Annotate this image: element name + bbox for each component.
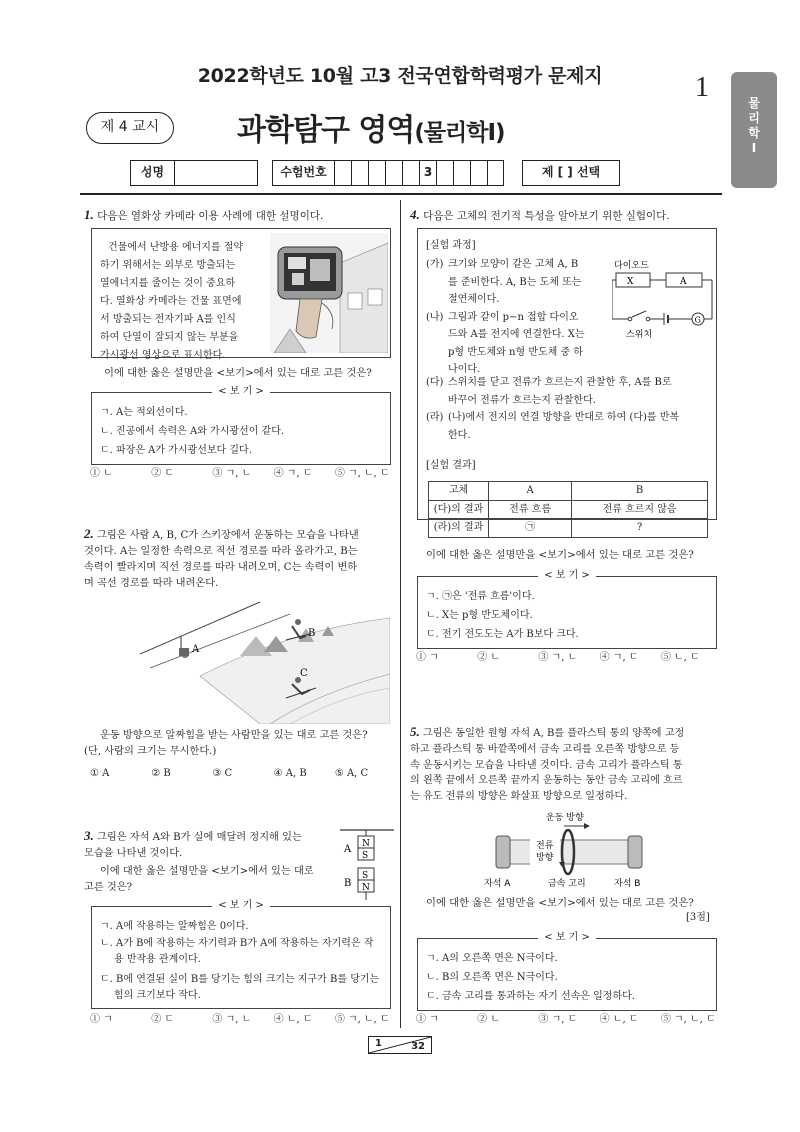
choice-3[interactable]: ③ ㄱ, ㄷ xyxy=(538,1014,578,1025)
q5-bogi-box: < 보 기 > ㄱ. A의 오른쪽 면은 N극이다. ㄴ. B의 오른쪽 면은 N극이다. ㄷ. 금속 고리를 통과하는 자기 선속은 일정하다. xyxy=(417,938,717,1011)
choice-1[interactable]: ① ㄱ xyxy=(90,1014,113,1025)
ring-label: 금속 고리 xyxy=(548,879,586,889)
choice-4[interactable]: ④ A, B xyxy=(273,768,307,779)
choice-2[interactable]: ② ㄷ xyxy=(151,1014,175,1025)
choice-4[interactable]: ④ ㄴ, ㄷ xyxy=(599,1014,639,1025)
svg-text:전류: 전류 xyxy=(536,841,554,851)
choice-1[interactable]: ① A xyxy=(90,768,110,779)
q4-question: 이에 대한 옳은 설명만을 <보기>에서 있는 대로 고른 것은? xyxy=(426,549,694,561)
choice-2[interactable]: ② ㄴ xyxy=(477,1014,501,1025)
exam-number-box[interactable] xyxy=(334,160,351,186)
q4-choices xyxy=(416,650,722,666)
q4-bogi-box: < 보 기 > ㄱ. ㉠은 '전류 흐름'이다. ㄴ. X는 p형 반도체이다. ㄷ. 전기 전도도는 A가 B보다 크다. xyxy=(417,576,717,649)
exam-number-digit: 3 xyxy=(419,160,436,186)
magnet-b-label: 자석 B xyxy=(614,879,641,889)
header-rule xyxy=(80,193,722,195)
svg-text:X: X xyxy=(627,277,634,287)
svg-text:N: N xyxy=(362,839,370,849)
svg-text:A: A xyxy=(680,277,687,287)
choice-5[interactable]: ⑤ ㄴ, ㄷ xyxy=(660,652,700,663)
choice-1[interactable]: ① ㄱ xyxy=(416,1014,439,1025)
q1-choices xyxy=(90,466,396,482)
q5-choices xyxy=(416,1012,722,1028)
choice-1[interactable]: ① ㄴ xyxy=(90,468,113,479)
q1-question: 이에 대한 옳은 설명만을 <보기>에서 있는 대로 고른 것은? xyxy=(104,367,372,379)
choice-5[interactable]: ⑤ ㄱ, ㄴ, ㄷ xyxy=(334,468,390,479)
q3-choices xyxy=(90,1012,396,1028)
choice-4[interactable]: ④ ㄱ, ㄷ xyxy=(273,468,313,479)
choice-5[interactable]: ⑤ ㄱ, ㄴ, ㄷ xyxy=(334,1014,390,1025)
choice-5[interactable]: ⑤ ㄱ, ㄴ, ㄷ xyxy=(660,1014,716,1025)
label-b: B xyxy=(308,628,316,639)
hanging-magnets-figure xyxy=(338,826,398,902)
question-5: 5. 그림은 동일한 원형 자석 A, B를 플라스틱 통의 양쪽에 고정 하고 플라스틱 통 바깥쪽에서 금속 고리를 오른쪽 방향으로 등 속 운동시키는 모습을 나타낸 것이다. 금속 고리가 플라스틱 통 의 왼쪽 끝에서 오른쪽 끝까지 운동하는 동안 금속 고리에 흐르 는 유도 전류의 방향은 화살표 방향으로 일정하다. xyxy=(410,724,685,803)
magnet-a-label: 자석 A xyxy=(484,879,511,889)
exam-title: 2022학년도 10월 고3 전국연합학력평가 문제지 xyxy=(197,65,603,87)
svg-text:S: S xyxy=(362,851,369,861)
svg-text:S: S xyxy=(362,871,369,881)
diode-circuit-diagram xyxy=(612,259,714,343)
q2-question: 운동 방향으로 알짜힘을 받는 사람만을 있는 대로 고른 것은? (단, 사람의 크기는 무시한다.) xyxy=(84,730,368,757)
magnet-a-label: A xyxy=(344,844,352,855)
column-divider xyxy=(400,200,401,1028)
exam-number-box[interactable] xyxy=(385,160,402,186)
q1-passage-box: 건물에서 난방용 에너지를 절약 하기 위해서는 외부로 방출되는 열에너지를 줄이는 것이 중요하 다. 열화상 카메라는 건물 표면에 서 방출되는 전자기파 A를 인식 하여 단열이 잘되지 않는 부분을 가시광선 영상으로 표시한다. xyxy=(91,228,391,358)
footer-total: 32 xyxy=(411,1041,425,1052)
choice-3[interactable]: ③ ㄱ, ㄴ xyxy=(538,652,578,663)
q2-choices xyxy=(90,766,396,782)
exam-number-box[interactable] xyxy=(368,160,385,186)
ski-slope-illustration xyxy=(140,596,390,724)
choice-3[interactable]: ③ ㄱ, ㄴ xyxy=(212,468,252,479)
motion-direction-label: 운동 방향 xyxy=(546,813,584,823)
choice-2[interactable]: ② ㄴ xyxy=(477,652,501,663)
choice-label: 제 [ ] 선택 xyxy=(522,160,620,186)
name-field[interactable] xyxy=(174,160,258,186)
q1-bogi-box: < 보 기 > ㄱ. A는 적외선이다. ㄴ. 진공에서 속력은 A와 가시광선이 같다. ㄷ. 파장은 A가 가시광선보다 길다. xyxy=(91,392,391,465)
thermal-camera-illustration xyxy=(270,233,388,353)
choice-1[interactable]: ① ㄱ xyxy=(416,652,439,663)
exam-number-label: 수험번호 xyxy=(272,160,334,186)
diode-label: 다이오드 xyxy=(614,261,649,271)
session-badge: 제 4 교시 xyxy=(86,112,174,144)
magnet-tube-ring-figure xyxy=(484,810,654,890)
choice-3[interactable]: ③ ㄱ, ㄴ xyxy=(212,1014,252,1025)
subject-title: 과학탐구 영역(물리학Ⅰ) xyxy=(237,113,505,148)
svg-text:방향: 방향 xyxy=(536,853,554,863)
question-2: 2. 그림은 사람 A, B, C가 스키장에서 운동하는 모습을 나타낸 것이다. A는 일정한 속력으로 직선 경로를 따라 올라가고, B는 속력이 빨라지며 직선 경로를 따라 내려오며, C는 속력이 변하 며 곡선 경로를 따라 내려온다. xyxy=(84,526,359,589)
question-3: 3. 그림은 자석 A와 B가 실에 매달려 정지해 있는 모습을 나타낸 것이다. 이에 대한 옳은 설명만을 <보기>에서 있는 대로 고른 것은? xyxy=(84,828,314,893)
exam-number-box[interactable] xyxy=(453,160,470,186)
question-1: 1. 다음은 열화상 카메라 이용 사례에 대한 설명이다. xyxy=(84,207,324,222)
question-4: 4. 다음은 고체의 전기적 특성을 알아보기 위한 실험이다. xyxy=(410,207,670,222)
magnet-b-label: B xyxy=(344,878,352,889)
name-label: 성명 xyxy=(130,160,174,186)
choice-2[interactable]: ② B xyxy=(151,768,171,779)
exam-number-box[interactable] xyxy=(487,160,504,186)
label-c: C xyxy=(300,668,308,679)
subject-side-tab: 물 리 학 Ⅰ xyxy=(731,72,777,188)
choice-4[interactable]: ④ ㄱ, ㄷ xyxy=(599,652,639,663)
switch-label: 스위치 xyxy=(626,330,653,340)
label-a: A xyxy=(192,644,200,655)
q5-question: 이에 대한 옳은 설명만을 <보기>에서 있는 대로 고른 것은? xyxy=(426,897,694,909)
q4-result-table: 고체 A B (다)의 결과 전류 흐름 전류 흐르지 않음 (라)의 결과 ㉠ ? xyxy=(428,481,708,538)
page-footer xyxy=(368,1036,432,1054)
q3-bogi-box: < 보 기 > ㄱ. A에 작용하는 알짜힘은 0이다. ㄴ. A가 B에 작용하는 자기력과 B가 A에 작용하는 자기력은 작용 반작용 관계이다. ㄷ. B에 연결된 실이 B를 당기는 힘의 크기는 지구가 B를 당기는 힘의 크기보다 작다. xyxy=(91,906,391,1009)
choice-5[interactable]: ⑤ A, C xyxy=(334,768,369,779)
choice-3[interactable]: ③ C xyxy=(212,768,233,779)
q4-experiment-box: [실험 과정] (가) 크기와 모양이 같은 고체 A, B 를 준비한다. A, B는 도체 또는 절연체이다. (나) 그림과 같이 p−n 접합 다이오 드와 A를 전지에 연결한다. X는 p형 반도체와 n형 반도체 중 하 나이다. (다) 스위치를 닫고 전류가 흐르는지 관찰한 후, A를 B로 바꾸어 전류가 흐르는지 관찰한다. (라) (나)에서 전지의 연결 방향을 반대로 하여 (다)를 반복 한다. 다이오드 X A G 스위치 [실험 결과] 고체 A B (다)의 결과 전류 흐름 전류 흐르지 않음 (라)의 결과 ㉠ ? xyxy=(417,228,717,520)
id-bar xyxy=(130,160,620,186)
footer-page: 1 xyxy=(375,1038,382,1049)
choice-4[interactable]: ④ ㄴ, ㄷ xyxy=(273,1014,313,1025)
choice-2[interactable]: ② ㄷ xyxy=(151,468,175,479)
exam-number-box[interactable] xyxy=(436,160,453,186)
svg-text:N: N xyxy=(362,883,370,893)
exam-number-box[interactable] xyxy=(470,160,487,186)
exam-number-box[interactable] xyxy=(351,160,368,186)
svg-text:G: G xyxy=(694,315,701,325)
exam-number-box[interactable] xyxy=(402,160,419,186)
page-number: 1 xyxy=(695,72,709,103)
q5-points: [3점] xyxy=(686,912,710,923)
